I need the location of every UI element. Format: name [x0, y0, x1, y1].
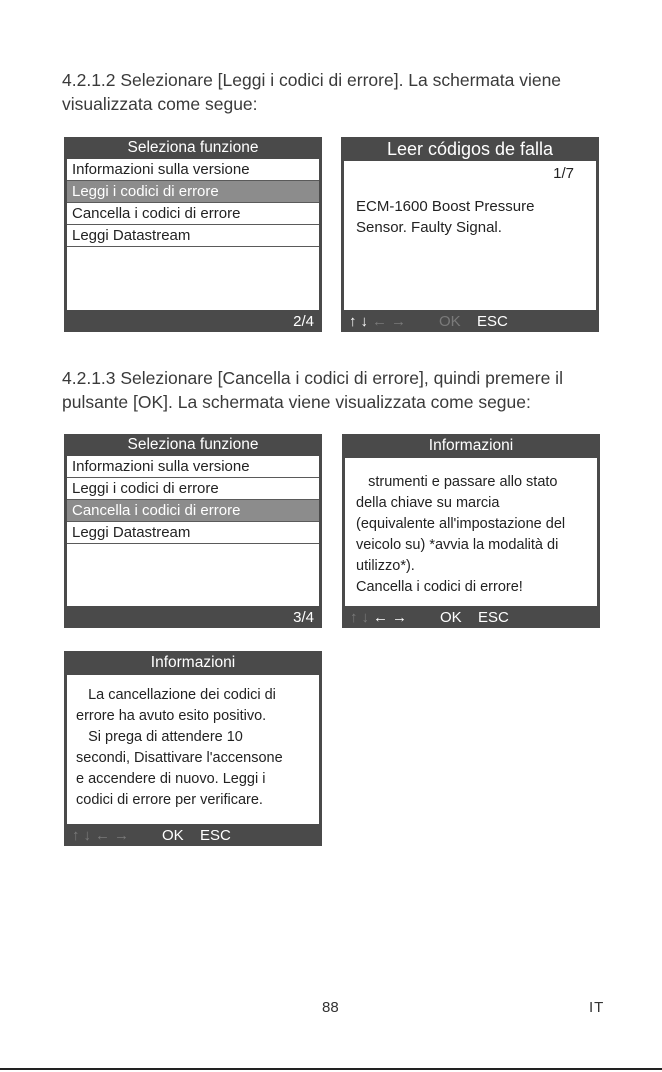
info-line: Cancella i codici di errore!: [356, 579, 523, 595]
up-arrow-icon[interactable]: ↑: [350, 609, 358, 626]
info-text: [76, 685, 283, 811]
screen-footer: [342, 608, 600, 628]
info-line: e accendere di nuovo. Leggi i: [76, 771, 266, 787]
ok-key[interactable]: OK: [162, 827, 184, 844]
bottom-divider: [0, 1068, 662, 1070]
menu-item-read-codes[interactable]: Leggi i codici di errore: [67, 478, 319, 500]
up-arrow-icon[interactable]: ↑: [349, 313, 357, 330]
esc-key[interactable]: ESC: [478, 609, 509, 626]
codes-screen: [341, 137, 599, 332]
menu-item-datastream[interactable]: Leggi Datastream: [67, 225, 319, 247]
menu-list: [67, 456, 319, 606]
screen-title: Seleziona funzione: [127, 436, 259, 453]
menu-item-version-info[interactable]: Informazioni sulla versione: [67, 456, 319, 478]
page-indicator: 2/4: [293, 313, 314, 330]
section-paragraph-4-2-1-3: [62, 366, 622, 414]
esc-key[interactable]: ESC: [200, 827, 231, 844]
info-screen-success: [64, 651, 322, 846]
ok-key[interactable]: OK: [440, 609, 462, 626]
down-arrow-icon[interactable]: ↓: [361, 609, 369, 626]
down-arrow-icon[interactable]: ↓: [83, 827, 91, 844]
right-arrow-icon[interactable]: →: [392, 609, 407, 626]
paragraph-line: pulsante [OK]. La schermata viene visualizzata come segue:: [62, 392, 531, 412]
right-arrow-icon[interactable]: →: [391, 313, 406, 330]
right-arrow-icon[interactable]: →: [114, 827, 129, 844]
paragraph-line: 4.2.1.2 Selezionare [Leggi i codici di errore]. La schermata viene: [62, 70, 562, 90]
page-indicator: 3/4: [293, 609, 314, 626]
page-number: 88: [322, 999, 339, 1016]
info-screen-confirm: [342, 434, 600, 628]
ok-key[interactable]: OK: [439, 313, 461, 330]
menu-screen-clear-codes: [64, 434, 322, 628]
control-keys: [72, 826, 133, 846]
screen-footer: [341, 312, 599, 332]
screen-footer: [64, 826, 322, 846]
info-line: utilizzo*).: [356, 558, 415, 574]
codes-content: [344, 161, 596, 310]
code-line: ECM-1600 Boost Pressure: [356, 198, 535, 215]
control-keys: [350, 608, 411, 628]
code-counter: 1/7: [553, 165, 574, 182]
paragraph-line: visualizzata come segue:: [62, 94, 258, 114]
screen-footer: [64, 608, 322, 628]
left-arrow-icon[interactable]: ←: [373, 609, 388, 626]
info-line: strumenti e passare allo stato: [356, 474, 558, 490]
info-line: codici di errore per verificare.: [76, 792, 263, 808]
control-keys: [349, 312, 410, 332]
info-line: Si prega di attendere 10: [76, 729, 243, 745]
info-line: secondi, Disattivare l'accensone: [76, 750, 283, 766]
menu-item-version-info[interactable]: Informazioni sulla versione: [67, 159, 319, 181]
info-line: (equivalente all'impostazione del: [356, 516, 566, 532]
screen-title: Leer códigos de falla: [386, 139, 554, 159]
menu-item-clear-codes[interactable]: Cancella i codici di errore: [67, 500, 319, 522]
screen-title: Informazioni: [428, 437, 514, 454]
code-description: [356, 196, 534, 238]
esc-key[interactable]: ESC: [477, 313, 508, 330]
menu-item-datastream[interactable]: Leggi Datastream: [67, 522, 319, 544]
menu-list: [67, 159, 319, 310]
screen-title: Seleziona funzione: [127, 139, 259, 156]
menu-screen-read-codes: [64, 137, 322, 332]
down-arrow-icon[interactable]: ↓: [360, 313, 368, 330]
info-line: veicolo su) *avvia la modalità di: [356, 537, 559, 553]
up-arrow-icon[interactable]: ↑: [72, 827, 80, 844]
info-text: [356, 472, 565, 598]
section-paragraph-4-2-1-2: [62, 68, 622, 116]
language-code: IT: [589, 999, 605, 1016]
left-arrow-icon[interactable]: ←: [372, 313, 387, 330]
menu-item-clear-codes[interactable]: Cancella i codici di errore: [67, 203, 319, 225]
screen-title: Informazioni: [150, 654, 236, 671]
code-line: Sensor. Faulty Signal.: [356, 219, 502, 236]
info-line: della chiave su marcia: [356, 495, 500, 511]
info-line: La cancellazione dei codici di: [76, 687, 276, 703]
paragraph-line: 4.2.1.3 Selezionare [Cancella i codici di errore], quindi premere il: [62, 368, 563, 388]
screen-footer: [64, 312, 322, 332]
left-arrow-icon[interactable]: ←: [95, 827, 110, 844]
info-line: errore ha avuto esito positivo.: [76, 708, 267, 724]
info-content: [345, 458, 597, 606]
info-content: [67, 675, 319, 824]
menu-item-read-codes[interactable]: Leggi i codici di errore: [67, 181, 319, 203]
